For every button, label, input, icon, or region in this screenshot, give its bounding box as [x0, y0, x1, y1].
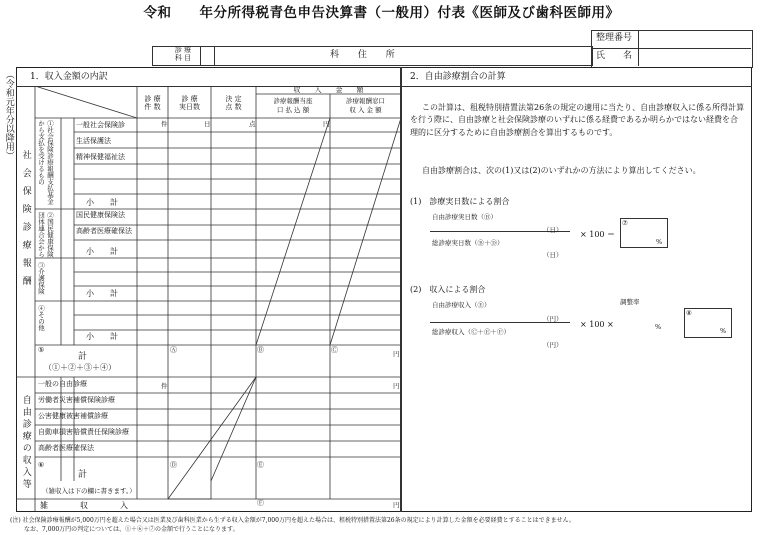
free-row-3: 公害健康被害補償診療 — [38, 412, 108, 420]
method1-pct: % — [656, 238, 663, 246]
method2-pct-b: % — [720, 327, 727, 335]
unit-nichi: 日 — [204, 120, 211, 128]
shinryo-kamoku-label: 診 療 科 目 — [174, 46, 192, 62]
g3-label: ③介護保険 — [37, 262, 45, 295]
footnote-2: なお、7,000万円の判定については、①＋⑥＋⑦の金額で行うことになります。 — [24, 526, 239, 533]
method1-den: 総診療実日数（Ⓑ＋Ⓓ） — [432, 239, 504, 247]
ratio-para1: この計算は、租税特別措置法第26条の規定の適用に当たり、自由診療収入に係る所得計算を行う際に、自由診療と社会保険診療のいずれに係る経費であるか明らかではない経費を合理的に区分するために自由診療割合を算出するものです。 — [410, 103, 745, 137]
method2-box-num: ⑧ — [686, 309, 692, 317]
g1-subtotal: 小 計 — [86, 198, 118, 207]
free-row-1: 一般の自由診療 — [38, 380, 87, 388]
method2-mult: × 100 × — [580, 320, 614, 329]
g4-label: ④その他 — [37, 305, 45, 331]
footnote-1: (注) 社会保険診療報酬が5,000万円を超えた場合又は医業及び歯科医業から生ずる収入金額が7,000万円を超えた場合は、租税特別措置法第26条の規定により計算した金額を必要経費とすることはできません。 — [10, 517, 575, 524]
free-row-4: 自動車損害賠償責任保険診療 — [38, 428, 129, 436]
g6-num: ⑥ — [38, 461, 45, 469]
method1-mult: × 100 ＝ — [580, 230, 616, 239]
unit-ken: 件 — [161, 120, 168, 128]
g1-label: ①社会保険診療報酬支払基金から支払を受けるもの — [37, 120, 54, 205]
g3-subtotal: 小 計 — [86, 289, 118, 298]
g1-row-2: 生活保護法 — [76, 137, 111, 145]
method2-unit-a: （円） — [543, 315, 563, 323]
mark-b: Ⓑ — [257, 346, 264, 354]
method1-unit-a: （日） — [543, 226, 563, 234]
method1-num: 自由診療実日数（Ⓑ） — [432, 213, 497, 221]
side-note: （令和元年分以降用） — [3, 70, 14, 160]
mark-e: Ⓔ — [257, 461, 264, 469]
g5-num: ⑤ — [38, 346, 45, 354]
method2-den: 総診療収入（Ⓒ＋Ⓔ＋Ⓕ） — [432, 328, 510, 336]
mark-f: Ⓕ — [257, 499, 264, 507]
g5-formula: （①＋②＋③＋④） — [44, 363, 116, 372]
col-madoguchi: 診療報酬窓口 収 入 金 額 — [346, 97, 385, 114]
g2-subtotal: 小 計 — [86, 247, 118, 256]
method2-unit-b: （円） — [543, 341, 563, 349]
seiri-label: 整理番号 — [596, 33, 633, 43]
method1-title: (1) 診療実日数による割合 — [410, 197, 510, 206]
unit-yen-sum: 円 — [393, 350, 400, 358]
free-label: 自由診療の収入等 — [20, 395, 31, 491]
method2-adj: 調整率 — [620, 298, 640, 306]
zatsu-label: 雑 収 入 — [40, 501, 130, 510]
g5-label: 計 — [78, 352, 88, 362]
shimei-value[interactable] — [640, 49, 750, 65]
g4-subtotal: 小 計 — [86, 332, 118, 341]
method2-pct-a: % — [655, 323, 662, 331]
ratio-para2: 自由診療割合は、次の(1)又は(2)のいずれかの方法により算出してください。 — [422, 166, 701, 175]
mark-d: Ⓓ — [170, 461, 177, 469]
juusho-label: 科 住 所 — [330, 50, 403, 60]
method1-unit-b: （日） — [543, 251, 563, 259]
col-shinryo-jitsu: 診 療 実日数 — [179, 95, 200, 111]
free-row-5: 高齢者医療確保法 — [38, 444, 94, 452]
unit-yen-free: 円 — [393, 382, 400, 390]
shakai-hoken-label: 社会保険診療報酬 — [20, 150, 31, 294]
mark-a: Ⓐ — [170, 346, 177, 354]
g2-label: ②国民健康保険団体連合会から — [37, 212, 54, 258]
unit-yen: 円 — [323, 120, 330, 128]
g6-note: （雑収入は下の欄に書きます。） — [42, 487, 136, 495]
col-shunyu-kingaku: 収 入 金 額 — [293, 86, 364, 94]
shimei-label: 氏 名 — [596, 51, 633, 61]
g6-label: 計 — [78, 470, 88, 480]
method2-num: 自由診療収入（Ⓔ） — [432, 301, 491, 309]
method2-title: (2) 収入による割合 — [410, 285, 486, 294]
g2-row-2: 高齢者医療確保法 — [76, 227, 132, 235]
unit-yen-zatsu: 円 — [393, 501, 400, 509]
col-shinryo-kensu: 診 療 件 数 — [144, 95, 161, 111]
page-title: 令和 年分所得税青色申告決算書（一般用）付表《医師及び歯科医師用》 — [143, 5, 620, 21]
unit-ten: 点 — [249, 120, 256, 128]
income-section-title: 1．収入金額の内訳 — [30, 72, 108, 82]
g2-row-1: 国民健康保険法 — [76, 211, 125, 219]
col-shiharai: 診療報酬当座 口 払 込 額 — [273, 97, 313, 114]
col-kettei-tensu: 決 定 点 数 — [225, 95, 242, 111]
mark-c: Ⓒ — [331, 346, 338, 354]
free-row-2: 労働者災害補償保険診療 — [38, 396, 115, 404]
ratio-section-title: 2．自由診療割合の計算 — [410, 72, 506, 82]
unit-ken-free: 件 — [161, 382, 168, 390]
seiri-value[interactable] — [640, 31, 750, 47]
g1-row-3: 精神保健福祉法 — [76, 153, 125, 161]
method1-box-num: ⑦ — [622, 219, 628, 227]
g1-row-1: 一般社会保険診 — [76, 121, 125, 129]
